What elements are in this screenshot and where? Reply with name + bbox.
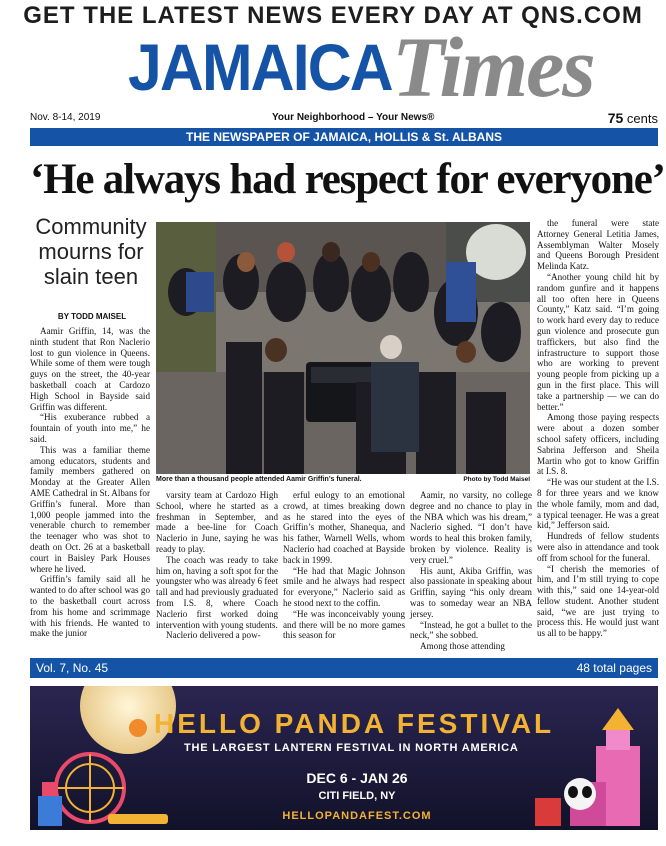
funeral-photo[interactable]	[156, 222, 530, 474]
ad-url[interactable]: HELLOPANDAFEST.COM	[282, 810, 432, 822]
article-column-4	[410, 490, 532, 652]
issue-date: Nov. 8-14, 2019	[30, 112, 101, 123]
tagline: Your Neighborhood – Your News®	[272, 112, 435, 123]
section-band: THE NEWSPAPER OF JAMAICA, HOLLIS & St. ALBANS	[30, 128, 658, 146]
article-column-2	[156, 490, 278, 641]
photo-credit: Photo by Todd Maisel	[463, 476, 530, 483]
paragraph: Hundreds of fellow students were also in attendance and took off from school for the funeral.	[537, 531, 659, 563]
price	[608, 110, 658, 126]
price-unit: cents	[626, 111, 658, 126]
promo-banner[interactable]: GET THE LATEST NEWS EVERY DAY AT QNS.COM	[23, 2, 643, 29]
photo-caption	[156, 476, 530, 483]
paragraph: The coach was ready to take him on, having a soft spot for the youngster who was already 6 feet tall and had previously graduated from I.S. 8, where Coach Naclerio first worked doing intervention with young students.	[156, 554, 278, 630]
paragraph: This was a familiar theme among educators, students and family members gathered on Monday at the Greater Allen AME Cathedral in St. Albans for Griffin’s funeral. More than 1,000 people jammed into the venerable church to remember the teenager who was shot to death on Oct. 26 at a basketball court in Baisley Park Houses where he lived.	[30, 444, 150, 574]
masthead-title-script: Times	[392, 19, 594, 115]
paragraph: the funeral were state Attorney General Letitia James, Assemblyman Walter Mosely and Queens Borough President Melinda Katz.	[537, 218, 659, 272]
paragraph: “I cherish the memories of him, and I’m still trying to cope with this,” said one 14-year-old fellow student. Another student said, “we are just trying to process this. He would just want us all to be happy.”	[537, 563, 659, 639]
ad-dates: DEC 6 - JAN 26	[306, 770, 408, 786]
paragraph: Aamir, no varsity, no college degree and no chance to play in the NBA which was his dream,” Naclerio sighed. “I don’t have words to heal this broken family, broken by violence. Reality is very cruel.”	[410, 490, 532, 565]
article-column-1	[30, 326, 150, 639]
paragraph: Among those attending	[420, 641, 505, 652]
advertisement[interactable]	[30, 686, 658, 830]
paragraph: erful eulogy to an emotional crowd, at times breaking down as he stared into the eyes of Griffin’s mother, Shanequa, and his father, Warnell Wells, whom Naclerio had coached at Bayside back in 1999.	[283, 490, 405, 565]
paragraph: “Another young child hit by random gunfire and it happens all too often here in Queens County,” Katz said. “I’m going to work hard every day to reduce gun violence and prosecute gun traffickers, but also find the infrastructure to support those who are working to prevent young people from picking up a gun in the first place. This will take a partnership — we can do better.”	[537, 271, 659, 412]
masthead	[0, 19, 666, 115]
ad-venue: CITI FIELD, NY	[318, 790, 396, 802]
paragraph: “He was our student at the I.S. 8 for three years and we know the whole family, mom and dad, a typical teenager. He was a great kid,” Jefferson said.	[537, 477, 659, 531]
article-column-3	[283, 490, 405, 641]
byline: BY TODD MAISEL	[57, 312, 127, 321]
paragraph: His aunt, Akiba Griffin, was also passionate in speaking about Griffin, saying “his only dream was to someday wear an NBA jersey.	[410, 565, 532, 619]
caption-text: More than a thousand people attended Aamir Griffin’s funeral.	[156, 476, 362, 483]
subhead: Community mourns for slain teen	[35, 214, 147, 289]
page-count: 48 total pages	[576, 661, 652, 675]
paragraph: varsity team at Cardozo High School, where he started as a freshman in September, and made a bee-line for Coach Naclerio in June, saying he was ready to play.	[156, 490, 278, 554]
paragraph: “Instead, he got a bullet to the neck,” she sobbed.	[410, 619, 532, 641]
ad-title: HELLO PANDA FESTIVAL	[154, 708, 555, 739]
price-amount: 75	[607, 110, 624, 126]
funeral-photo-illustration	[156, 222, 530, 474]
article-column-5	[537, 218, 659, 639]
volume-number: Vol. 7, No. 45	[36, 661, 109, 675]
paragraph: “He had that Magic Johnson smile and he always had respect for everyone,” Naclerio said as he stood next to the coffin.	[283, 565, 405, 608]
paragraph: Among those paying respects were about a dozen somber school safety officers, including Sabrina Jefferson and Sheila Martin who got to know Griffin at I.S. 8.	[537, 412, 659, 477]
paragraph: Aamir Griffin, 14, was the ninth student that Ron Naclerio lost to gun violence in Queens. While some of them were tough guys on the street, the 40-year basketball coach at Cardozo High School in Bayside said Griffin was different.	[30, 326, 150, 412]
headline[interactable]: ‘He always had respect for everyone’	[30, 156, 665, 203]
paragraph: “He was inconceivably young and there will be no more games this season for	[283, 608, 405, 641]
masthead-title-main: JAMAICA	[128, 30, 392, 104]
paragraph: Griffin’s family said all he wanted to do after school was go to the basketball court across from his home and scrimmage with his friends. He wanted to make the junior	[30, 574, 150, 639]
ad-subtitle: THE LARGEST LANTERN FESTIVAL IN NORTH AMERICA	[184, 742, 519, 754]
footer-band	[30, 658, 658, 678]
paragraph: Naclerio delivered a pow-	[166, 630, 261, 641]
paragraph: “His exuberance rubbed a fountain of youth into me,” he said.	[30, 412, 150, 444]
